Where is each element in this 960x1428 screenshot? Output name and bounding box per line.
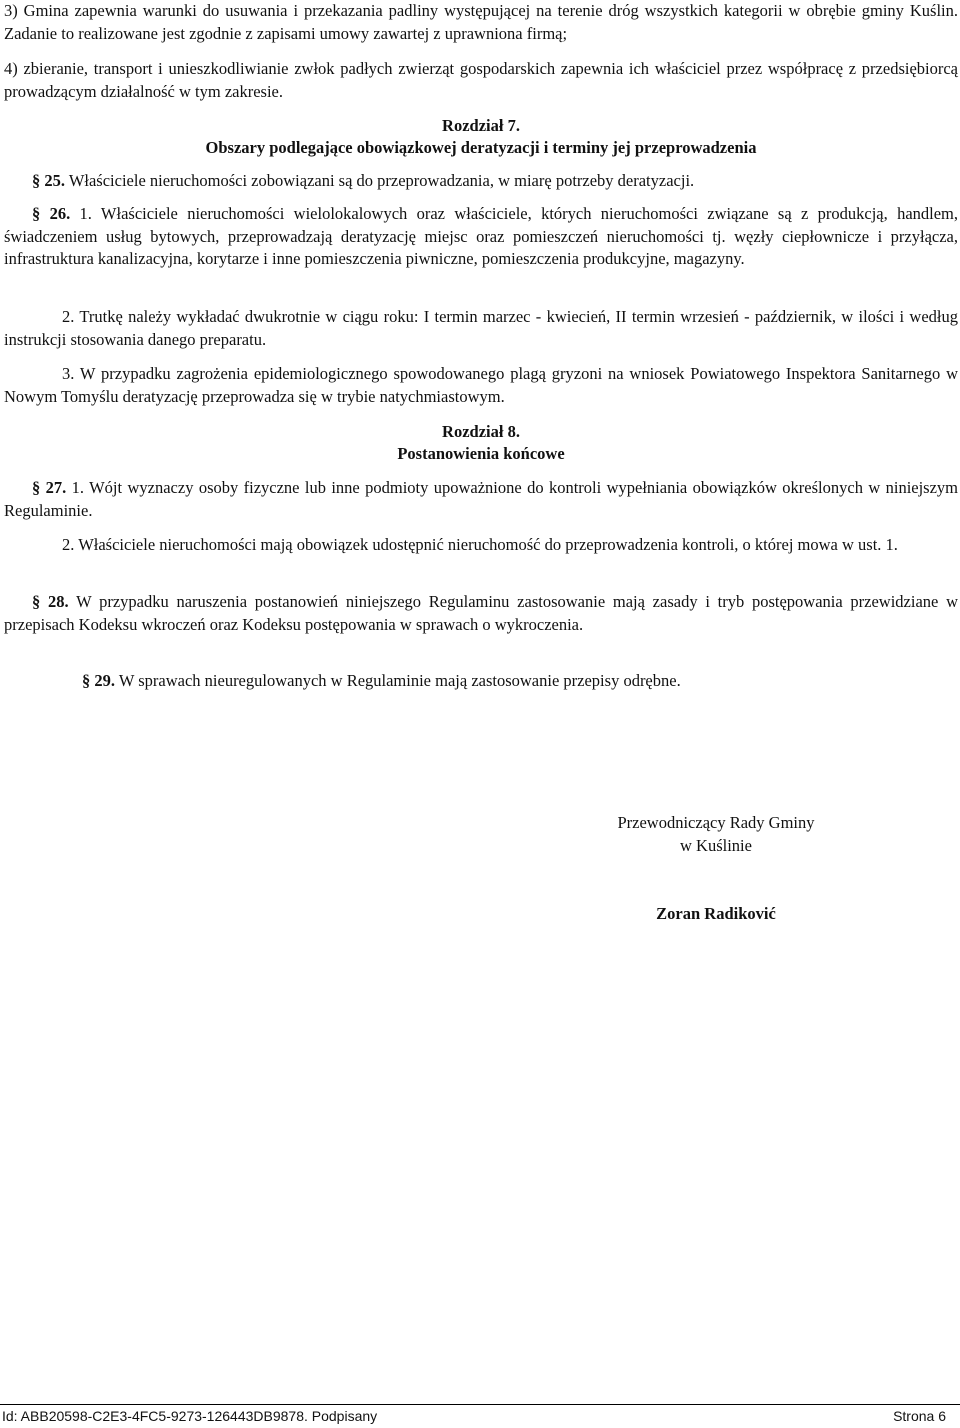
paragraph-4: 4) zbieranie, transport i unieszkodliwianie zwłok padłych zwierząt gospodarskich zapewnia ich właściciel przez współpracę z przedsiębiorcą prowadzącym działalność w tym zakresie.: [4, 59, 958, 101]
section-28-text: W przypadku naruszenia postanowień niniejszego Regulaminu zastosowanie mają zasady i tryb postępowania przewidziane w przepisach Kodeksu wkroczeń oraz Kodeksu postępowania w sprawach o wykroczenia.: [4, 592, 959, 634]
signature-role: Przewodniczący Rady Gminy: [617, 813, 815, 832]
section-26-paragraph-3: 3. W przypadku zagrożenia epidemiologicznego spowodowanego plagą gryzoni na wniosek Powiatowego Inspektora Sanitarnego w Nowym Tomyślu deratyzację przeprowadza się w trybie natychmiastowym.: [4, 364, 958, 406]
section-25-number: § 25.: [32, 171, 65, 190]
section-27-paragraph-2: 2. Właściciele nieruchomości mają obowiązek udostępnić nieruchomość do przeprowadzenia kontroli, o której mowa w ust. 1.: [62, 535, 898, 554]
section-26-number: § 26.: [32, 204, 71, 223]
chapter-8-title: Rozdział 8.: [442, 422, 520, 441]
section-29: [4, 670, 958, 693]
section-26-paragraph-1: [4, 203, 958, 271]
section-29-number: § 29.: [82, 671, 115, 690]
section-27-paragraph-1: [4, 477, 958, 522]
section-28: [4, 591, 958, 636]
footer-document-id: Id: ABB20598-C2E3-4FC5-9273-126443DB9878. Podpisany: [2, 1408, 378, 1424]
footer-divider: [0, 1404, 960, 1405]
chapter-7-title: Rozdział 7.: [442, 116, 520, 135]
signature-name: Zoran Radiković: [656, 904, 776, 923]
footer-page-number: Strona 6: [893, 1408, 946, 1424]
section-27-number: § 27.: [32, 478, 67, 497]
section-28-number: § 28.: [32, 592, 69, 611]
section-26-paragraph-2: 2. Trutkę należy wykładać dwukrotnie w ciągu roku: I termin marzec - kwiecień, II termin wrzesień - październik, w ilości i według instrukcji stosowania danego preparatu.: [4, 307, 958, 349]
chapter-8-subtitle: Postanowienia końcowe: [397, 444, 565, 463]
section-26-text-1: 1. Właściciele nieruchomości wielolokalowych oraz właściciele, których nieruchomości związane są z produkcją, handlem, świadczeniem usług bytowych, przeprowadzają deratyzację miejsc oraz pomieszczeń nieruchomości tj. węzły ciepłownicze i przyłącza, infrastruktura kanalizacyjna, korytarze i inne pomieszczenia piwniczne, pomieszczenia produkcyjne, magazyny.: [4, 204, 959, 269]
section-27-text-1: 1. Wójt wyznaczy osoby fizyczne lub inne podmioty upoważnione do kontroli wypełniania obowiązków określonych w niniejszym Regulaminie.: [4, 478, 959, 520]
section-29-text: W sprawach nieuregulowanych w Regulaminie mają zastosowanie przepisy odrębne.: [118, 671, 681, 690]
section-25-text: Właściciele nieruchomości zobowiązani są do przeprowadzania, w miarę potrzeby deratyzacji.: [68, 171, 695, 190]
section-25: [32, 170, 958, 193]
paragraph-3: 3) Gmina zapewnia warunki do usuwania i przekazania padliny występującej na terenie dróg wszystkich kategorii w obrębie gminy Kuślin. Zadanie to realizowane jest zgodnie z zapisami umowy zawartej z uprawniona firmą;: [4, 1, 958, 43]
signature-location: w Kuślinie: [680, 836, 752, 855]
chapter-7-subtitle: Obszary podlegające obowiązkowej deratyzacji i terminy jej przeprowadzenia: [205, 138, 757, 157]
